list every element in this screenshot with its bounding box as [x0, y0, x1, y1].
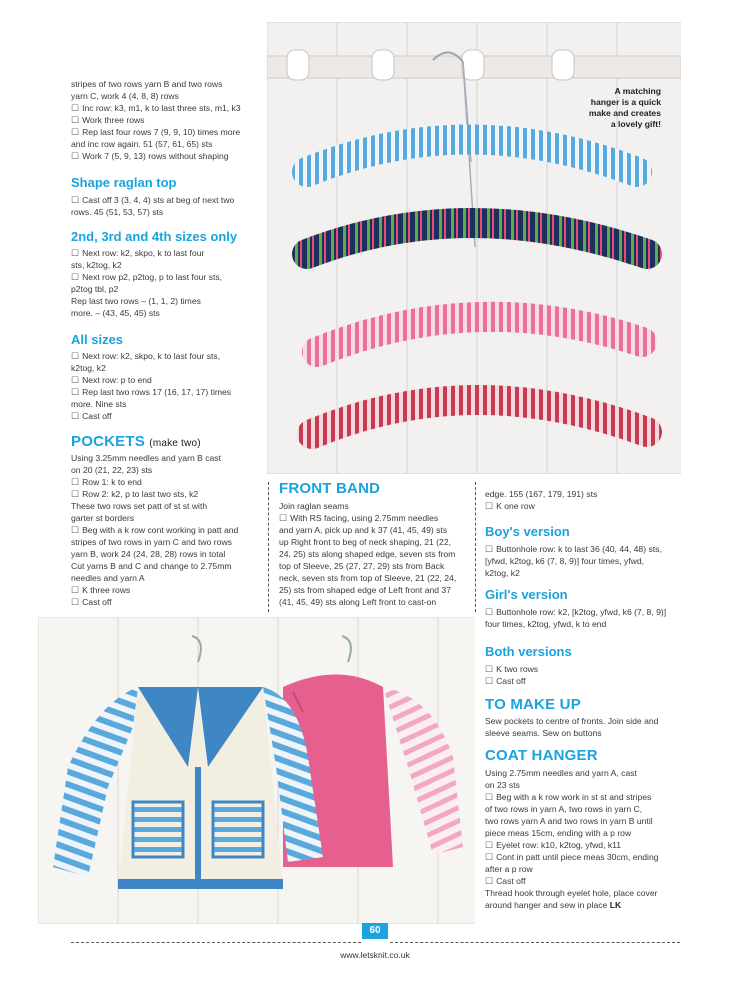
heading-front-band: FRONT BAND: [279, 480, 381, 497]
column3-rule: [475, 482, 476, 612]
col1-pockets: [71, 452, 266, 608]
text-line: sleeve seams. Sew on buttons: [485, 728, 602, 738]
text-line: ☐ Eyelet row: k10, k2tog, yfwd, k11: [485, 839, 690, 851]
col3-edge: [485, 488, 685, 512]
text-line: ☐ Buttonhole row: k2, [k2tog, yfwd, k6 (7, 8, 9)]: [485, 606, 690, 618]
hangers-photo: [267, 22, 681, 474]
text-line: after a p row: [485, 864, 533, 874]
text-line: piece meas 15cm, ending with a p row: [485, 828, 632, 838]
text-line: and yarn A, pick up and k 37 (41, 45, 49) sts: [279, 525, 448, 535]
col1-shape: [71, 194, 261, 218]
text-line: edge. 155 (167, 179, 191) sts: [485, 489, 598, 499]
text-line: ☐ Cast off: [485, 675, 685, 687]
text-line: needles and yarn A: [71, 573, 145, 583]
col3-both: [485, 663, 685, 687]
lk-sign: LK: [609, 900, 622, 910]
front-band-rule: [268, 482, 269, 612]
text-line: hanger is a quick: [590, 97, 661, 107]
heading-coat-hanger: COAT HANGER: [485, 747, 598, 764]
col1-intro: [71, 78, 261, 162]
heading-shape-raglan: Shape raglan top: [71, 175, 177, 190]
text-line: k2tog, k2: [71, 363, 106, 373]
text-line: Using 3.25mm needles and yarn B cast: [71, 453, 221, 463]
text-line: ☐ With RS facing, using 2.75mm needles: [279, 512, 469, 524]
text-line: sts, k2tog, k2: [71, 260, 122, 270]
text-line: more. Nine sts: [71, 399, 127, 409]
col3-hanger: [485, 767, 690, 899]
text-line: Sew pockets to centre of fronts. Join side and: [485, 716, 659, 726]
footer-rule-left: [71, 942, 361, 943]
col3-girls: [485, 606, 690, 630]
text-line: yarn C, work 4 (4, 8, 8) rows: [71, 91, 179, 101]
page-number: 60: [362, 923, 388, 939]
text-line: yarn B, work 24 (24, 28, 28) rows in total: [71, 549, 226, 559]
text-line: 24, 25) sts along shaped edge, seven sts from: [279, 549, 456, 559]
text-line: rows. 45 (51, 53, 57) sts: [71, 207, 164, 217]
heading-sizes: 2nd, 3rd and 4th sizes only: [71, 229, 238, 244]
heading-boys: Boy's version: [485, 524, 570, 539]
text-line: k2tog, k2: [485, 568, 520, 578]
text-line: ☐ Cast off: [71, 410, 261, 422]
text-line: make and creates: [588, 108, 661, 118]
text-line: Rep last two rows – (1, 1, 2) times: [71, 296, 201, 306]
heading-make-up: TO MAKE UP: [485, 696, 581, 713]
text-line: garter st borders: [71, 513, 135, 523]
text-line: Join raglan seams: [279, 501, 349, 511]
text-line: 25) sts from shaped edge of Left front and 37: [279, 585, 451, 595]
text-line: and inc row again. 51 (57, 61, 65) sts: [71, 139, 213, 149]
text-line: (41, 45, 49) sts along Left front to cast-on: [279, 597, 437, 607]
pockets-title: POCKETS: [71, 433, 145, 450]
text-line: stripes of two rows in yarn C and two rows: [71, 537, 232, 547]
footer-url: www.letsknit.co.uk: [340, 950, 410, 960]
cardigans-photo: [38, 617, 475, 924]
text-line: ☐ K three rows: [71, 584, 266, 596]
text-line: stripes of two rows yarn B and two rows: [71, 79, 223, 89]
text-line: ☐ Rep last four rows 7 (9, 9, 10) times more: [71, 126, 261, 138]
pockets-subtitle: (make two): [149, 438, 201, 449]
text-line: on 20 (21, 22, 23) sts: [71, 465, 153, 475]
text-line: up Right front to beg of neck shaping, 21 (22,: [279, 537, 451, 547]
text-line: ☐ Beg with a k row work in st st and stripes: [485, 791, 690, 803]
text-line: ☐ Row 1: k to end: [71, 476, 266, 488]
text-line: [yfwd, k2tog, k6 (7, 8, 9)] four times, yfwd,: [485, 556, 645, 566]
text-line: Cut yarns B and C and change to 2.75mm: [71, 561, 232, 571]
text-line: ☐ Next row: k2, skpo, k to last four: [71, 247, 261, 259]
text-line: ☐ Cast off: [485, 875, 690, 887]
col3-makeup: [485, 715, 690, 739]
text-line: top of Sleeve, 25 (27, 27, 29) sts from Back: [279, 561, 445, 571]
text-line: neck, seven sts from top of Sleeve, 21 (22, 24,: [279, 573, 457, 583]
last-line-text: around hanger and sew in place: [485, 900, 608, 910]
text-line: of two rows in yarn A, two rows in yarn C,: [485, 804, 643, 814]
heading-pockets: [71, 434, 201, 452]
heading-girls: Girl's version: [485, 587, 568, 602]
heading-all-sizes: All sizes: [71, 332, 124, 347]
text-line: more. – (43, 45, 45) sts: [71, 308, 160, 318]
col3-boys: [485, 543, 690, 579]
text-line: p2tog tbl, p2: [71, 284, 119, 294]
cardigans-illustration: [38, 617, 475, 924]
text-line: two rows yarn A and two rows in yarn B until: [485, 816, 653, 826]
text-line: ☐ Row 2: k2, p to last two sts, k2: [71, 488, 266, 500]
text-line: ☐ K two rows: [485, 663, 685, 675]
text-line: ☐ Cast off: [71, 596, 266, 608]
heading-both: Both versions: [485, 644, 572, 659]
photo-caption: [589, 86, 661, 130]
text-line: ☐ Inc row: k3, m1, k to last three sts, m1, k3: [71, 102, 261, 114]
col2-front: [279, 500, 469, 608]
col1-sizes: [71, 247, 261, 319]
text-line: ☐ Next row p2, p2tog, p to last four sts,: [71, 271, 261, 283]
text-line: ☐ Work three rows: [71, 114, 261, 126]
text-line: ☐ Rep last two rows 17 (16, 17, 17) times: [71, 386, 261, 398]
text-line: ☐ Next row: k2, skpo, k to last four sts,: [71, 350, 261, 362]
text-line: ☐ Buttonhole row: k to last 36 (40, 44, 48) sts,: [485, 543, 690, 555]
text-line: Using 2.75mm needles and yarn A, cast: [485, 768, 637, 778]
text-line: Thread hook through eyelet hole, place cover: [485, 888, 658, 898]
text-line: on 23 sts: [485, 780, 520, 790]
footer-rule-right: [390, 942, 680, 943]
text-line: ☐ Cont in patt until piece meas 30cm, ending: [485, 851, 690, 863]
text-line: four times, k2tog, yfwd, k to end: [485, 619, 607, 629]
text-line: ☐ Work 7 (5, 9, 13) rows without shaping: [71, 150, 261, 162]
text-line: ☐ Cast off 3 (3, 4, 4) sts at beg of next two: [71, 194, 261, 206]
text-line: a lovely gift!: [610, 119, 661, 129]
text-line: These two rows set patt of st st with: [71, 501, 208, 511]
col1-all: [71, 350, 261, 422]
text-line: ☐ K one row: [485, 500, 685, 512]
col3-last-line: [485, 899, 690, 911]
text-line: A matching: [614, 86, 661, 96]
text-line: ☐ Next row: p to end: [71, 374, 261, 386]
text-line: ☐ Beg with a k row cont working in patt and: [71, 524, 266, 536]
